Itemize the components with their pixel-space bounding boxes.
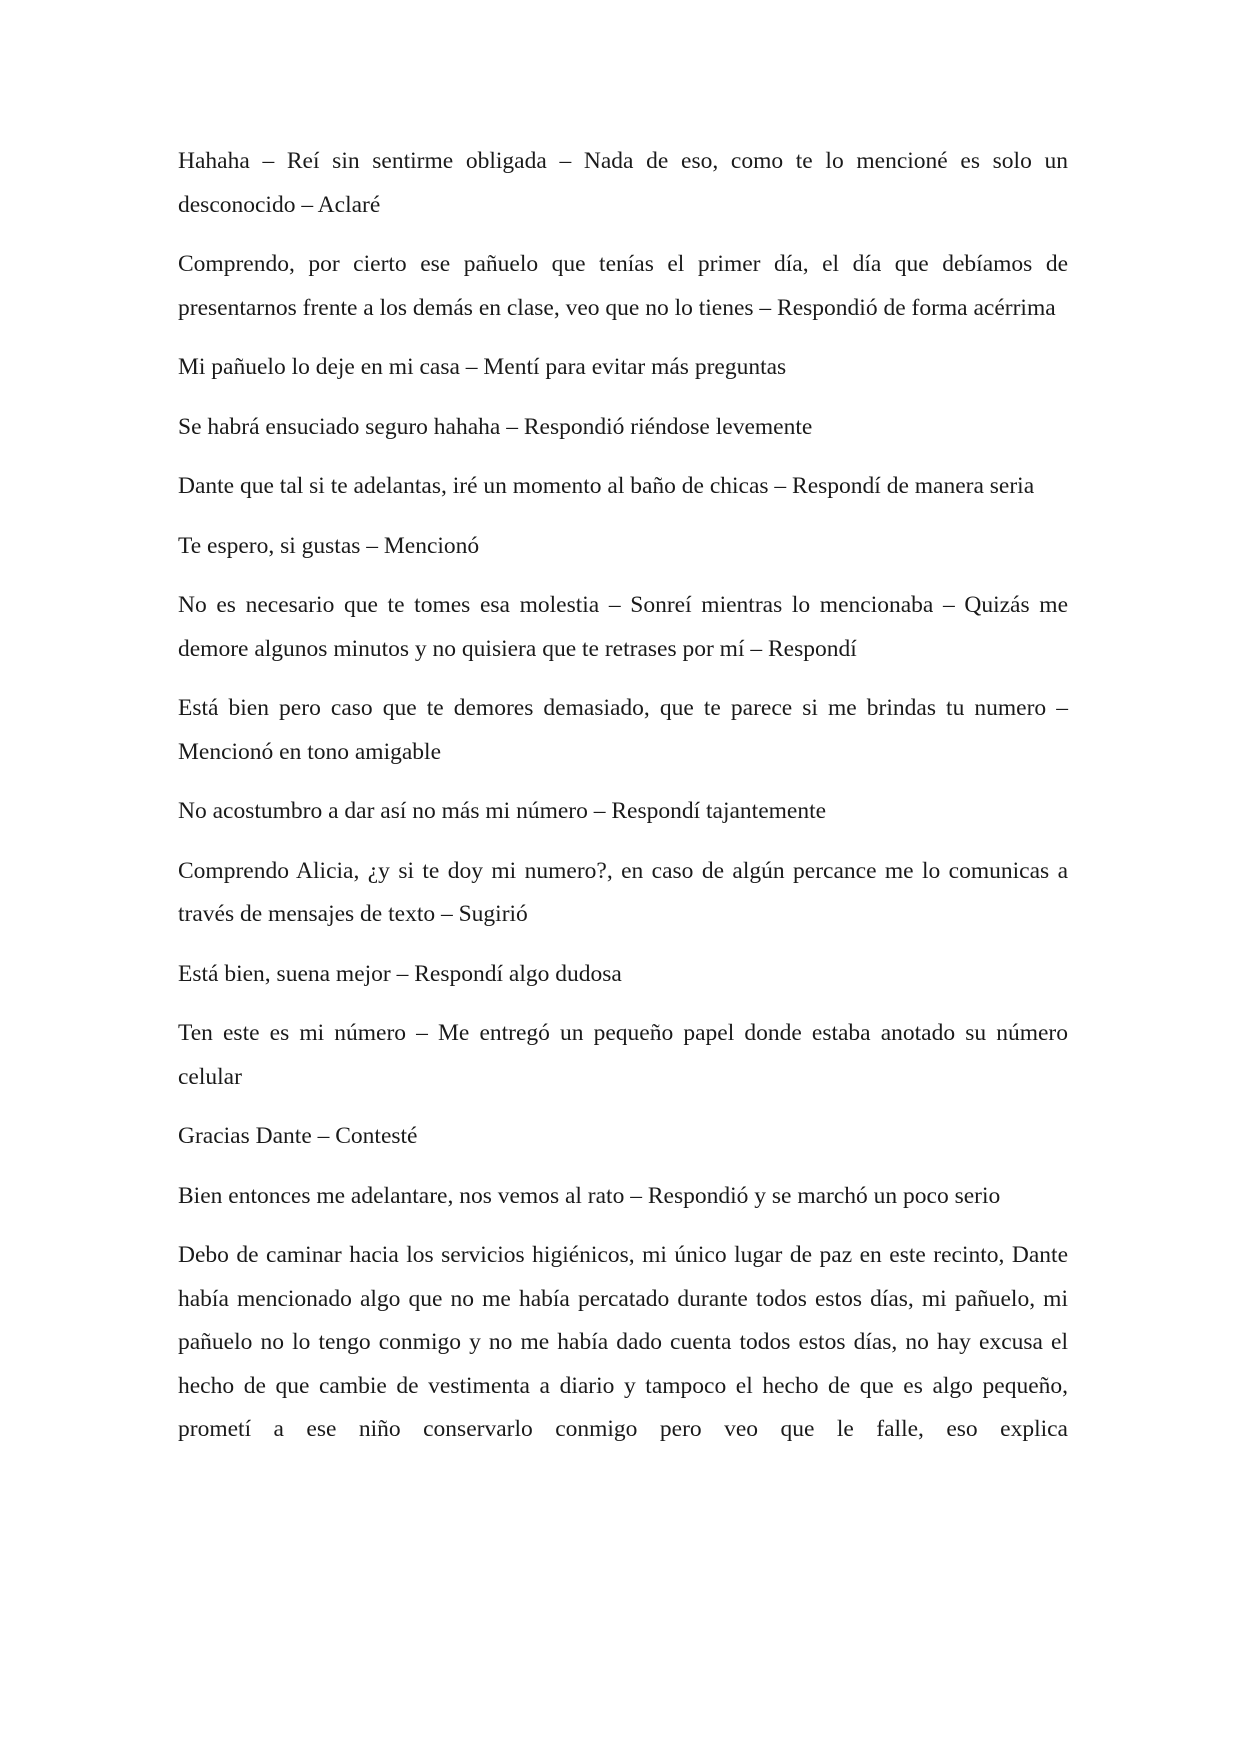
paragraph: Dante que tal si te adelantas, iré un momento al baño de chicas – Respondí de manera seria <box>178 473 1035 499</box>
paragraph: Bien entonces me adelantare, nos vemos al rato – Respondió y se marchó un poco serio <box>178 1182 1001 1209</box>
paragraph: No es necesario que te tomes esa molestia – Sonreí mientras lo mencionaba – Quizás me demore algunos minutos y no quisiera que te retrases por mí – Respondí <box>178 592 1068 662</box>
document-body <box>178 140 1068 1452</box>
paragraph: Comprendo, por cierto ese pañuelo que tenías el primer día, el día que debíamos de presentarnos frente a los demás en clase, veo que no lo tienes – Respondió de forma acérrima <box>178 251 1068 321</box>
paragraph: Te espero, si gustas – Mencionó <box>178 532 480 559</box>
paragraph: Mi pañuelo lo deje en mi casa – Mentí para evitar más preguntas <box>178 354 787 380</box>
paragraph: Está bien, suena mejor – Respondí algo dudosa <box>178 960 622 987</box>
paragraph: Se habrá ensuciado seguro hahaha – Respondió riéndose levemente <box>178 413 813 440</box>
paragraph: Comprendo Alicia, ¿y si te doy mi numero?, en caso de algún percance me lo comunicas a través de mensajes de texto – Sugirió <box>178 857 1068 927</box>
paragraph: Está bien pero caso que te demores demasiado, que te parece si me brindas tu numero – Mencionó en tono amigable <box>178 695 1068 765</box>
paragraph: Gracias Dante – Contesté <box>178 1123 418 1149</box>
paragraph: Hahaha – Reí sin sentirme obligada – Nada de eso, como te lo mencioné es solo un desconocido – Aclaré <box>178 148 1068 218</box>
paragraph: No acostumbro a dar así no más mi número – Respondí tajantemente <box>178 798 827 824</box>
paragraph: Debo de caminar hacia los servicios higiénicos, mi único lugar de paz en este recinto, Dante había mencionado algo que no me había percatado durante todos estos días, mi pañuelo, mi pañuelo no lo tengo conmigo y no me había dado cuenta todos estos días, no hay excusa el hecho de que cambie de vestimenta a diario y tampoco el hecho de que es algo pequeño, prometí a ese niño conservarlo conmigo pero veo que le falle, eso explica <box>178 1242 1068 1442</box>
paragraph: Ten este es mi número – Me entregó un pequeño papel donde estaba anotado su número celular <box>178 1020 1068 1090</box>
